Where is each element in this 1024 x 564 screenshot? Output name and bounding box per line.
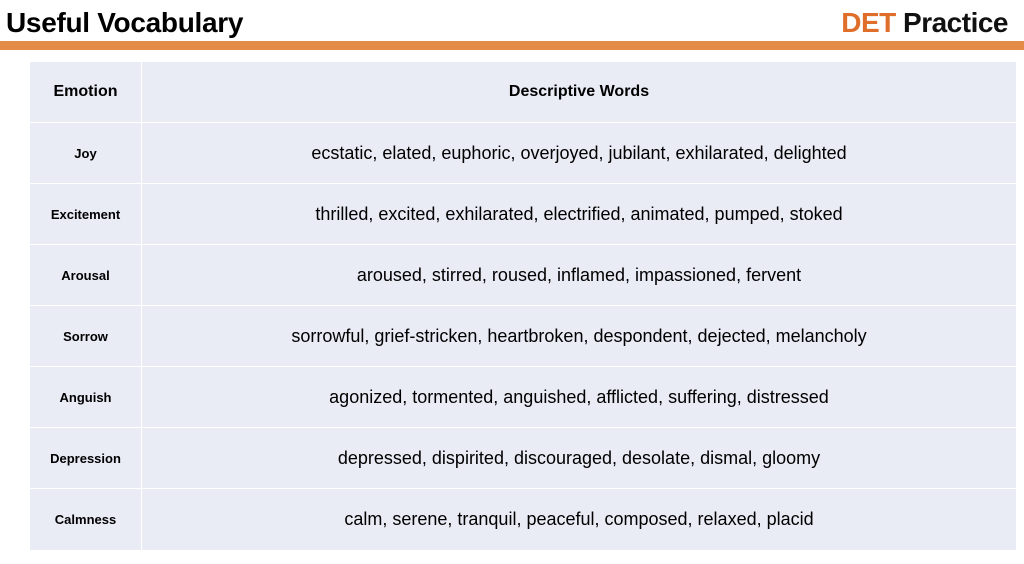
table-row: [30, 245, 1016, 306]
descriptive-words-cell: thrilled, excited, exhilarated, electrified, animated, pumped, stoked: [142, 184, 1016, 245]
brand-logo: [841, 3, 1008, 43]
table-row: [30, 123, 1016, 184]
emotion-cell: Excitement: [30, 184, 142, 245]
descriptive-words-cell: agonized, tormented, anguished, afflicted, suffering, distressed: [142, 367, 1016, 428]
emotion-cell: Joy: [30, 123, 142, 184]
emotion-cell: Arousal: [30, 245, 142, 306]
column-header-descriptive-words: Descriptive Words: [142, 62, 1016, 123]
table-row: [30, 367, 1016, 428]
brand-logo-accent: DET: [841, 7, 896, 38]
emotion-cell: Anguish: [30, 367, 142, 428]
table-header-row: [30, 62, 1016, 123]
vocabulary-table: [30, 62, 1016, 550]
table-row: [30, 428, 1016, 489]
descriptive-words-cell: sorrowful, grief-stricken, heartbroken, despondent, dejected, melancholy: [142, 306, 1016, 367]
descriptive-words-cell: ecstatic, elated, euphoric, overjoyed, jubilant, exhilarated, delighted: [142, 123, 1016, 184]
brand-logo-text: Practice: [895, 7, 1008, 38]
descriptive-words-cell: calm, serene, tranquil, peaceful, composed, relaxed, placid: [142, 489, 1016, 550]
descriptive-words-cell: aroused, stirred, roused, inflamed, impassioned, fervent: [142, 245, 1016, 306]
emotion-cell: Sorrow: [30, 306, 142, 367]
emotion-cell: Calmness: [30, 489, 142, 550]
table-row: [30, 306, 1016, 367]
descriptive-words-cell: depressed, dispirited, discouraged, desolate, dismal, gloomy: [142, 428, 1016, 489]
table-row: [30, 184, 1016, 245]
title-divider: [0, 41, 1024, 50]
page-title: Useful Vocabulary: [6, 7, 244, 38]
emotion-cell: Depression: [30, 428, 142, 489]
table-row: [30, 489, 1016, 550]
column-header-emotion: Emotion: [30, 62, 142, 123]
